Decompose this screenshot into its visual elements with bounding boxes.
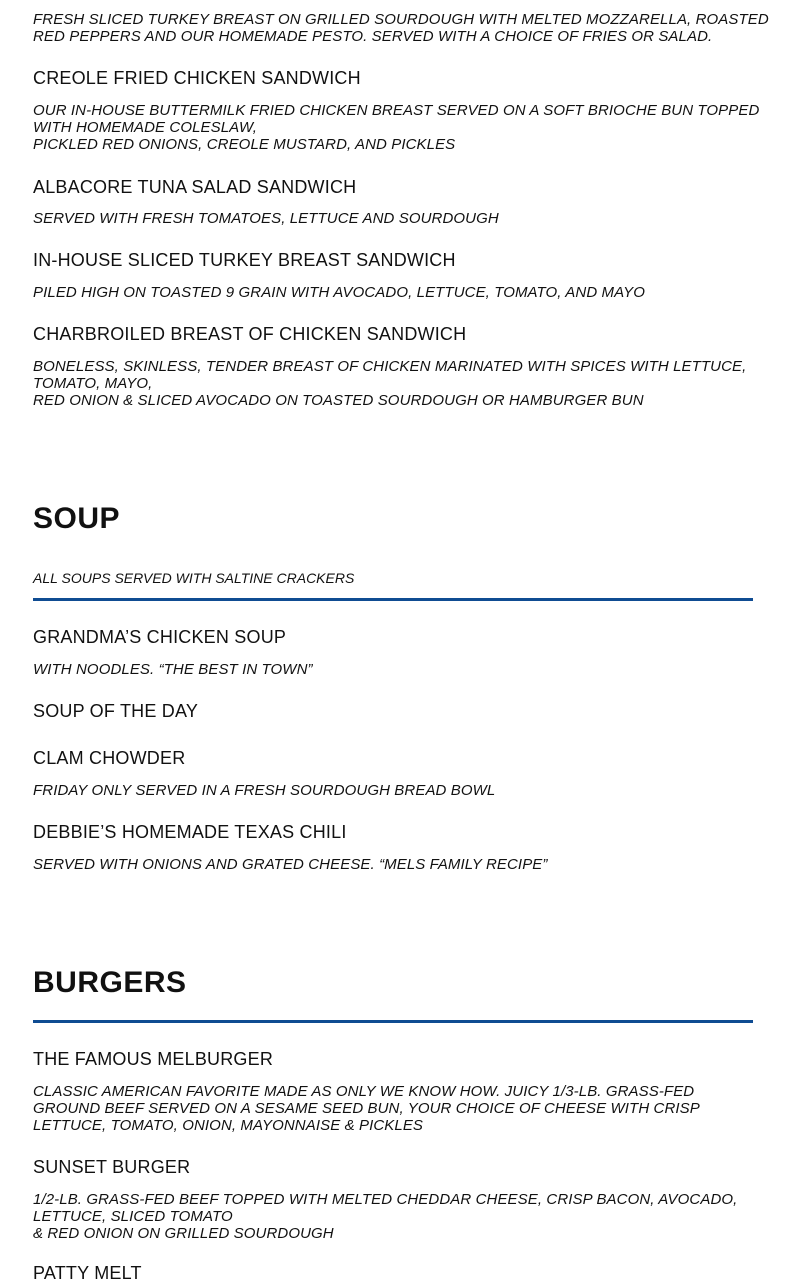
menu-item [33, 323, 466, 345]
description-line: GROUND BEEF SERVED ON A SESAME SEED BUN, YOUR CHOICE OF CHEESE WITH CRISP [33, 1100, 700, 1117]
item-name: SOUP OF THE DAY [33, 701, 199, 721]
description-line: FRESH SLICED TURKEY BREAST ON GRILLED SOURDOUGH WITH MELTED MOZZARELLA, ROASTED [33, 11, 769, 28]
menu-item [33, 626, 286, 648]
item-description [33, 11, 769, 45]
description-line: TOMATO, MAYO, [33, 375, 153, 392]
item-name: IN-HOUSE SLICED TURKEY BREAST SANDWICH [33, 250, 456, 270]
description-line: WITH HOMEMADE COLESLAW, [33, 119, 257, 136]
section-title-burgers: BURGERS [33, 966, 187, 999]
menu-item [33, 1156, 190, 1178]
item-description [33, 358, 746, 409]
menu-item [33, 821, 347, 843]
menu-item [33, 1262, 142, 1284]
description-line: RED ONION & SLICED AVOCADO ON TOASTED SOURDOUGH OR HAMBURGER BUN [33, 392, 644, 409]
item-description [33, 284, 645, 301]
description-line: FRIDAY ONLY SERVED IN A FRESH SOURDOUGH BREAD BOWL [33, 782, 496, 799]
menu-item [33, 176, 356, 198]
description-line: SERVED WITH FRESH TOMATOES, LETTUCE AND SOURDOUGH [33, 210, 499, 227]
section-divider [33, 598, 753, 601]
description-line: PILED HIGH ON TOASTED 9 GRAIN WITH AVOCADO, LETTUCE, TOMATO, AND MAYO [33, 284, 645, 301]
menu-item [33, 700, 198, 722]
item-name: THE FAMOUS MELBURGER [33, 1049, 274, 1069]
item-description [33, 782, 495, 799]
menu-item [33, 1048, 273, 1070]
description-line: 1/2-LB. GRASS-FED BEEF TOPPED WITH MELTED CHEDDAR CHEESE, CRISP BACON, AVOCADO, [33, 1191, 738, 1208]
menu-item [33, 249, 456, 271]
description-line: LETTUCE, TOMATO, ONION, MAYONNAISE & PICKLES [33, 1117, 424, 1134]
description-line: OUR IN-HOUSE BUTTERMILK FRIED CHICKEN BREAST SERVED ON A SOFT BRIOCHE BUN TOPPED [33, 102, 760, 119]
item-description [33, 210, 499, 227]
section-note: ALL SOUPS SERVED WITH SALTINE CRACKERS [33, 570, 355, 586]
description-line: BONELESS, SKINLESS, TENDER BREAST OF CHICKEN MARINATED WITH SPICES WITH LETTUCE, [33, 358, 747, 375]
item-name: GRANDMA’S CHICKEN SOUP [33, 627, 287, 647]
description-line: PICKLED RED ONIONS, CREOLE MUSTARD, AND PICKLES [33, 136, 456, 153]
item-name: CHARBROILED BREAST OF CHICKEN SANDWICH [33, 324, 467, 344]
item-description [33, 1083, 700, 1134]
item-name: SUNSET BURGER [33, 1157, 191, 1177]
item-name: CREOLE FRIED CHICKEN SANDWICH [33, 68, 361, 88]
description-line: WITH NOODLES. “THE BEST IN TOWN” [33, 661, 313, 678]
item-name: PATTY MELT [33, 1263, 142, 1283]
item-description [33, 102, 759, 153]
item-name: CLAM CHOWDER [33, 748, 186, 768]
item-description [33, 1191, 737, 1242]
section-title-soup: SOUP [33, 502, 121, 535]
description-line: RED PEPPERS AND OUR HOMEMADE PESTO. SERVED WITH A CHOICE OF FRIES OR SALAD. [33, 28, 713, 45]
section-divider [33, 1020, 753, 1023]
item-name: DEBBIE’S HOMEMADE TEXAS CHILI [33, 822, 347, 842]
item-name: ALBACORE TUNA SALAD SANDWICH [33, 177, 357, 197]
description-line: LETTUCE, SLICED TOMATO [33, 1208, 233, 1225]
item-description [33, 856, 548, 873]
item-description [33, 661, 313, 678]
description-line: & RED ONION ON GRILLED SOURDOUGH [33, 1225, 334, 1242]
description-line: CLASSIC AMERICAN FAVORITE MADE AS ONLY WE KNOW HOW. JUICY 1/3-LB. GRASS-FED [33, 1083, 695, 1100]
menu-item [33, 747, 185, 769]
menu-item [33, 67, 361, 89]
description-line: SERVED WITH ONIONS AND GRATED CHEESE. “MELS FAMILY RECIPE” [33, 856, 548, 873]
